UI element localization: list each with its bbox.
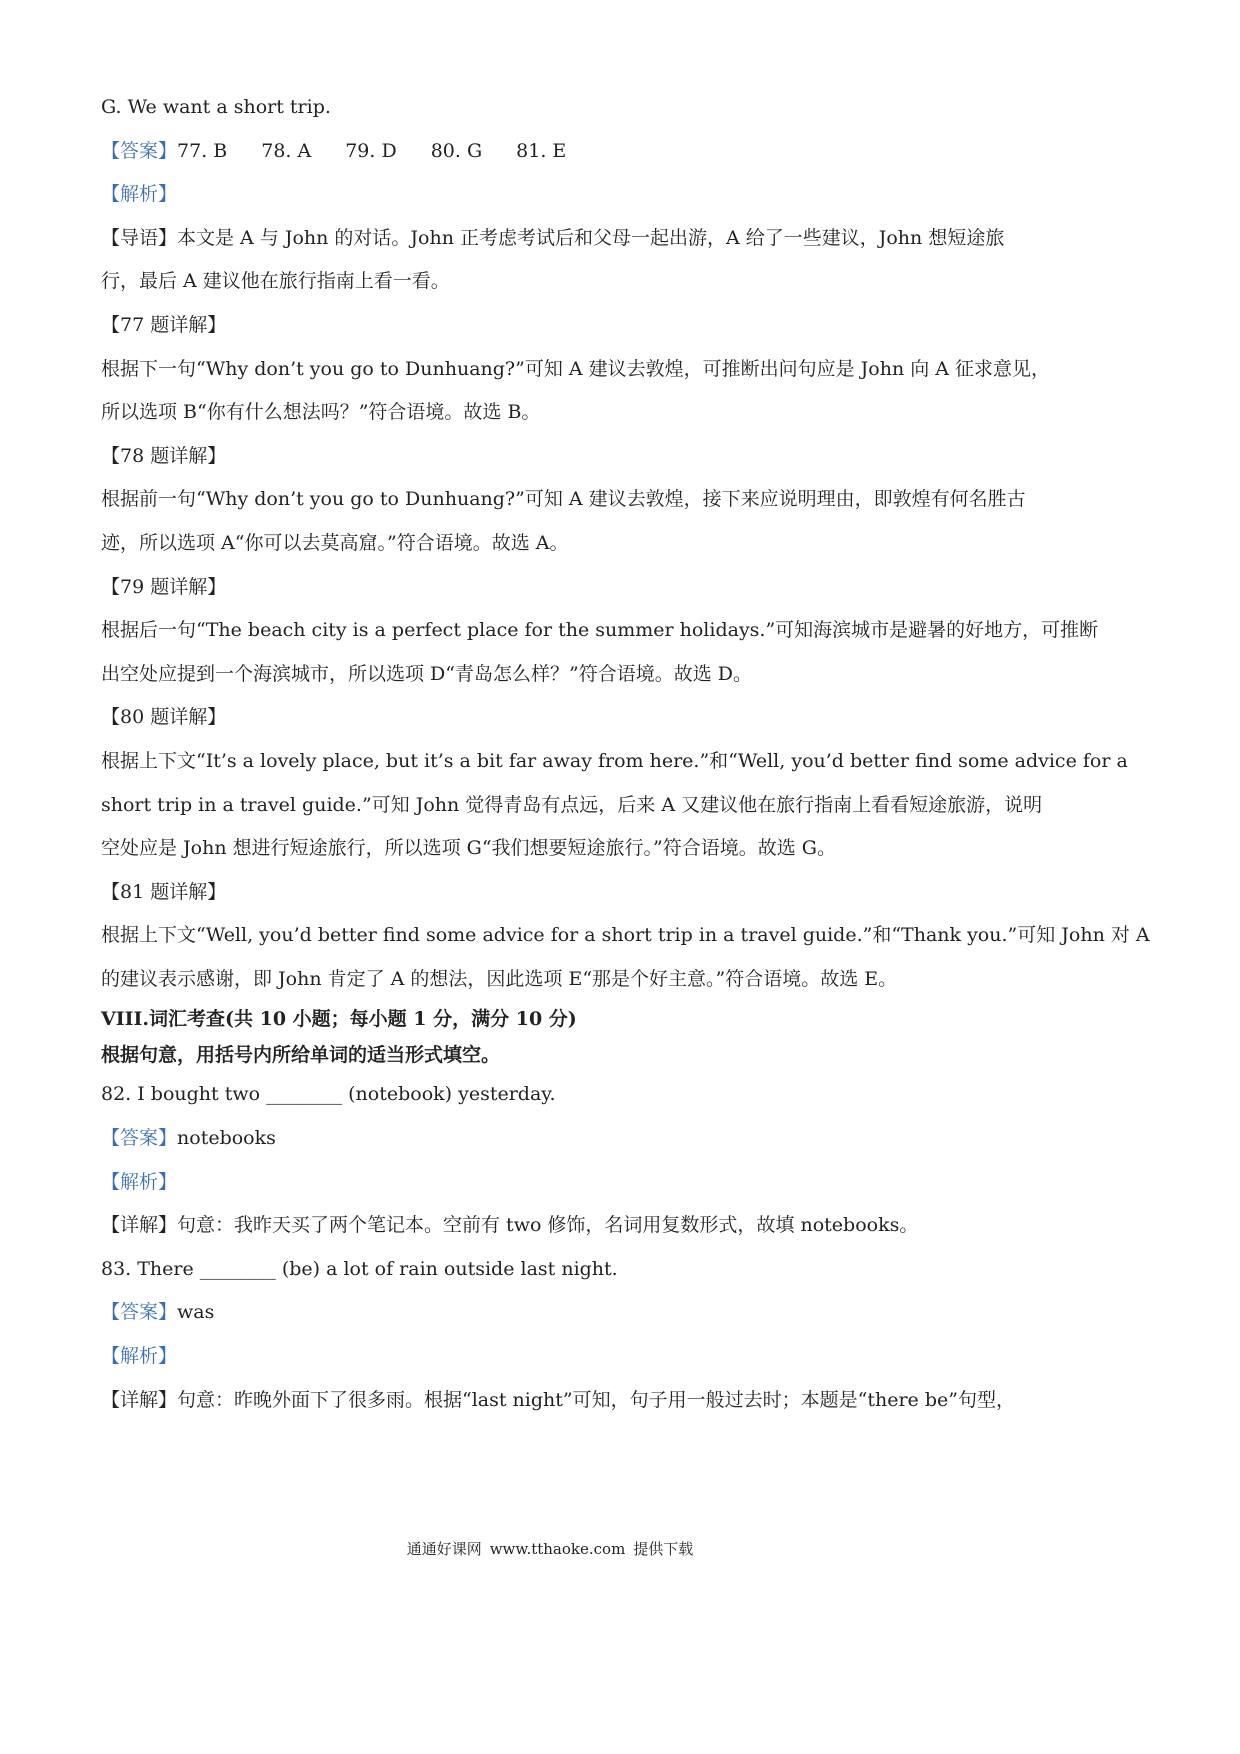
analysis-tag: 【解析】: [101, 183, 178, 206]
q82-question: 82. I bought two ________ (notebook) yesterday.: [101, 1083, 556, 1106]
guide-line-2: 行，最后 A 建议他在旅行指南上看一看。: [101, 270, 450, 293]
q83-analysis-tag: 【解析】: [101, 1345, 178, 1368]
answer-77: 77. B: [177, 139, 228, 162]
q83-answer-row: [101, 1291, 1001, 1335]
q78-heading: 【78 题详解】: [101, 444, 227, 467]
answer-81: 81. E: [516, 139, 567, 162]
answer-78: 78. A: [261, 139, 312, 162]
answer-79: 79. D: [345, 139, 397, 162]
q77-line-1: 根据下一句“Why don’t you go to Dunhuang?”可知 A 建议去敦煌，可推断出问句应是 John 向 A 征求意见，: [101, 357, 1051, 380]
q78-line-1: 根据前一句“Why don’t you go to Dunhuang?”可知 A 建议去敦煌，接下来应说明理由，即敦煌有何名胜古: [101, 488, 1026, 511]
answer-row-77-81: [101, 130, 1001, 174]
q83-answer: was: [177, 1301, 215, 1324]
q79-line-1: 根据后一句“The beach city is a perfect place for the summer holidays.”可知海滨城市是避暑的好地方，可推断: [101, 619, 1099, 642]
q79-heading: 【79 题详解】: [101, 575, 227, 598]
guide-line-1: [101, 217, 1005, 261]
q79-line-2: 出空处应提到一个海滨城市，所以选项 D“青岛怎么样？”符合语境。故选 D。: [101, 662, 752, 685]
detail-tag: 【详解】: [101, 1388, 178, 1411]
q83-detail: 句意：昨晚外面下了很多雨。根据“last night”可知，句子用一般过去时；本题是“there be”句型，: [177, 1388, 1015, 1411]
q82-detail: 句意：我昨天买了两个笔记本。空前有 two 修饰，名词用复数形式，故填 notebooks。: [177, 1214, 919, 1237]
q83-detail-row: [101, 1379, 1015, 1423]
q77-line-2: 所以选项 B“你有什么想法吗？”符合语境。故选 B。: [101, 401, 541, 424]
footer-site-name: 通通好课网: [406, 1540, 482, 1558]
q80-heading: 【80 题详解】: [101, 706, 227, 729]
q80-line-3: 空处应是 John 想进行短途旅行，所以选项 G“我们想要短途旅行。”符合语境。故选 G。: [101, 837, 836, 860]
q80-line-2: short trip in a travel guide.”可知 John 觉得青岛有点远，后来 A 又建议他在旅行指南上看看短途旅游，说明: [101, 793, 1043, 816]
q81-line-2: 的建议表示感谢，即 John 肯定了 A 的想法，因此选项 E“那是个好主意。”符合语境。故选 E。: [101, 967, 898, 990]
footer-url[interactable]: www.tthaoke.com: [489, 1540, 626, 1558]
detail-tag: 【详解】: [101, 1214, 178, 1237]
q77-heading: 【77 题详解】: [101, 313, 227, 336]
answer-tag: 【答案】: [101, 139, 178, 162]
section-8-title: VIII.词汇考查(共 10 小题；每小题 1 分，满分 10 分): [101, 1008, 577, 1031]
footer-download: 提供下载: [633, 1540, 694, 1558]
section-8-instruction: 根据句意，用括号内所给单词的适当形式填空。: [101, 1044, 501, 1067]
document-body: [101, 86, 1150, 1422]
answer-80: 80. G: [430, 139, 483, 162]
guide-text-1: 本文是 A 与 John 的对话。John 正考虑考试后和父母一起出游，A 给了一些建议，John 想短途旅: [177, 226, 1005, 249]
q80-line-1: 根据上下文“It’s a lovely place, but it’s a bit far away from here.”和“Well, you’d better find some advice for a: [101, 749, 1128, 772]
q82-answer-row: [101, 1117, 1001, 1161]
page-footer: [0, 1538, 1100, 1559]
q83-question: 83. There ________ (be) a lot of rain outside last night.: [101, 1257, 618, 1280]
q82-analysis-tag: 【解析】: [101, 1170, 178, 1193]
q78-line-2: 迹，所以选项 A“你可以去莫高窟。”符合语境。故选 A。: [101, 531, 569, 554]
guide-tag: 【导语】: [101, 226, 178, 249]
q82-detail-row: [101, 1204, 1001, 1248]
q81-line-1: 根据上下文“Well, you’d better find some advice for a short trip in a travel guide.”和“Thank you.”可知 John 对 A: [101, 924, 1150, 947]
q81-heading: 【81 题详解】: [101, 880, 227, 903]
q82-answer: notebooks: [177, 1127, 276, 1150]
answer-tag: 【答案】: [101, 1127, 178, 1150]
option-g: G. We want a short trip.: [101, 96, 331, 118]
answer-tag: 【答案】: [101, 1301, 178, 1324]
